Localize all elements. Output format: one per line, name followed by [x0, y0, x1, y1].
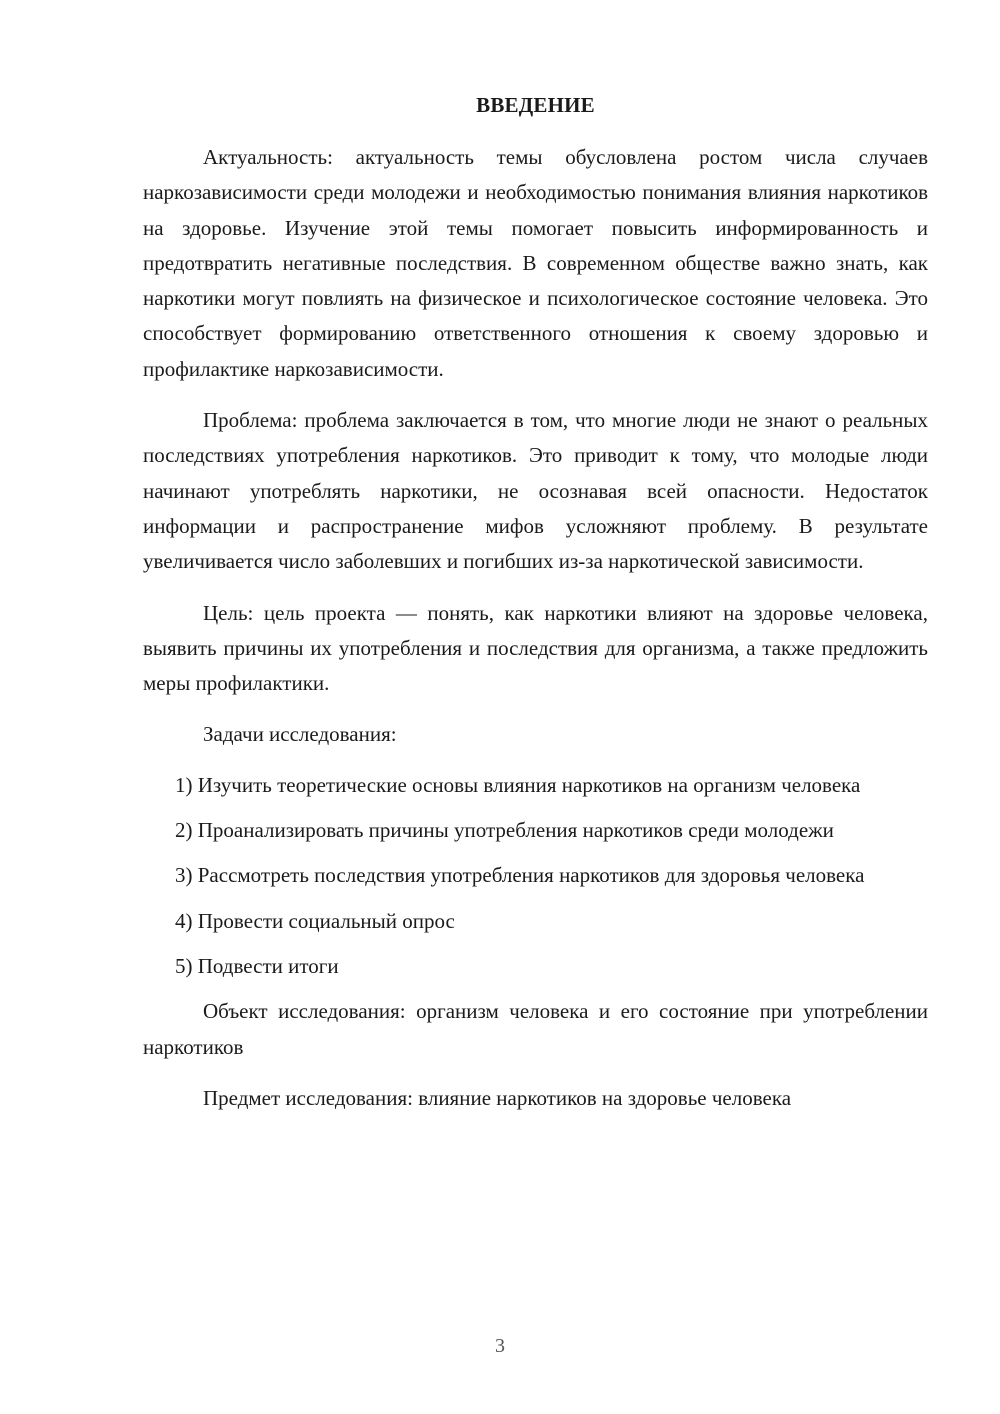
task-item: 1) Изучить теоретические основы влияния наркотиков на организм человека — [175, 772, 861, 797]
problem-paragraph: Проблема: проблема заключается в том, что многие люди не знают о реальных последствиях употребления наркотиков. Это приводит к тому, что молодые люди начинают употреблять наркотики, не осознавая всей опасности. Недостаток информации и распространение мифов усложняют проблему. В результате увеличивается число заболевших и погибших из-за наркотической зависимости. — [143, 408, 928, 574]
subject-paragraph: Предмет исследования: влияние наркотиков на здоровье человека — [203, 1085, 792, 1110]
tasks-title: Задачи исследования: — [203, 722, 397, 747]
task-item: 3) Рассмотреть последствия употребления наркотиков для здоровья человека — [175, 863, 865, 888]
task-item: 4) Провести социальный опрос — [175, 908, 455, 933]
page-number: 3 — [495, 1335, 505, 1357]
goal-paragraph: Цель: цель проекта — понять, как наркотики влияют на здоровье человека, выявить причины их употребления и последствия для организма, а также предложить меры профилактики. — [143, 600, 928, 696]
section-heading: ВВЕДЕНИЕ — [476, 93, 595, 117]
relevance-paragraph: Актуальность: актуальность темы обусловлена ростом числа случаев наркозависимости среди молодежи и необходимостью понимания влияния наркотиков на здоровье. Изучение этой темы помогает повысить информированность и предотвратить негативные последствия. В современном обществе важно знать, как наркотики могут повлиять на физическое и психологическое состояние человека. Это способствует формированию ответственного отношения к своему здоровью и профилактике наркозависимости. — [143, 145, 928, 381]
task-item: 5) Подвести итоги — [175, 953, 339, 978]
task-item: 2) Проанализировать причины употребления наркотиков среди молодежи — [175, 818, 834, 843]
object-paragraph: Объект исследования: организм человека и его состояние при употреблении наркотиков — [143, 999, 928, 1059]
document-page — [143, 93, 928, 1116]
